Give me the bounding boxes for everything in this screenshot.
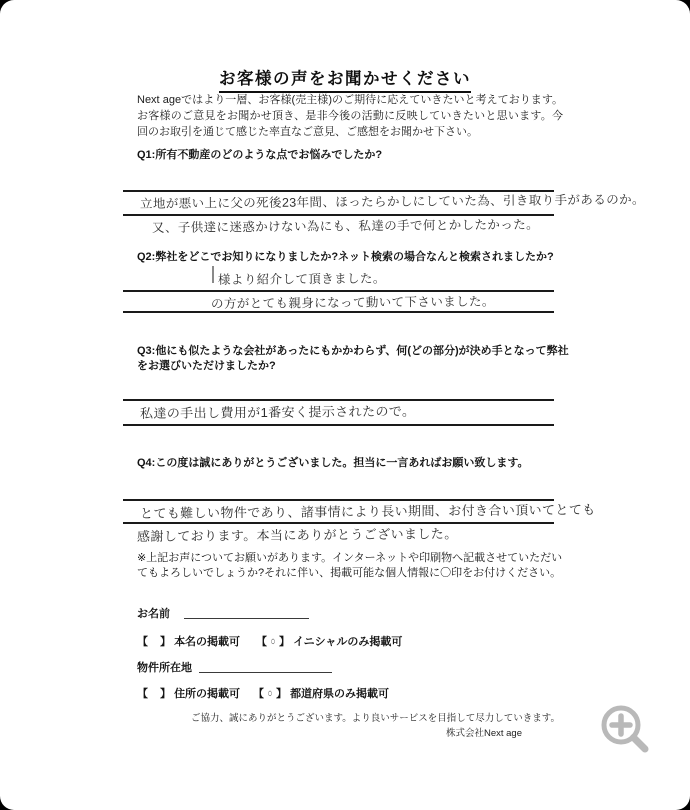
answer-rule <box>123 311 554 313</box>
question-1-answer-line-2: 又、子供達に迷惑かけない為にも、私達の手で何とかしたかった。 <box>151 217 540 235</box>
question-1-answer-line-1: 立地が悪い上に父の死後23年間、ほったらかしにしていた為、引き取り手があるのか。 <box>139 192 645 211</box>
bracket-open: 【 <box>137 688 148 700</box>
property-location-label: 物件所在地 <box>137 662 192 674</box>
bracket-close: 】 <box>160 688 171 700</box>
answer-rule <box>123 424 554 426</box>
question-2-answer-line-2: の方がとても親身になって動いて下さいました。 <box>210 294 495 311</box>
consent-option-label: 都道府県のみ掲載可 <box>290 688 390 700</box>
magnifier-handle <box>634 738 646 750</box>
zoom-in-icon[interactable] <box>595 699 659 763</box>
name-field-line <box>184 618 309 619</box>
consent-real-name-option <box>137 633 240 649</box>
question-2-label: Q2:弊社をどこでお知りになりましたか?ネット検索の場合なんと検索されましたか? <box>137 251 554 263</box>
consent-mark-empty <box>150 697 157 698</box>
consent-option-label: イニシャルのみ掲載可 <box>293 636 403 648</box>
redacted-name-mark <box>212 266 214 283</box>
name-field-label: お名前 <box>137 608 170 620</box>
bracket-open: 【 <box>256 636 267 648</box>
consent-address-option <box>137 685 240 701</box>
question-2-answer-line-1: 様より紹介して頂きました。 <box>217 271 386 287</box>
bracket-close: 】 <box>160 636 171 648</box>
consent-prefecture-option <box>253 685 389 701</box>
question-4-label: Q4:この度は誠にありがとうございました。担当に一言あればお願い致します。 <box>137 457 529 469</box>
question-1-label: Q1:所有不動産のどのような点でお悩みでしたか? <box>137 149 383 161</box>
company-name: 株式会社Next age <box>445 728 522 739</box>
consent-mark-empty <box>150 645 157 646</box>
bracket-open: 【 <box>253 688 264 700</box>
publish-permission-note: ※上記お声についてお願いがあります。インターネットや印刷物へ記載させていただいてもよろしいでしょうか?それに伴い、掲載可能な個人情報に〇印をお付けください。 <box>137 552 563 579</box>
question-4-answer-line-1: とても難しい物件であり、諸事情により長い期間、お付き合い頂いてとても <box>139 502 596 521</box>
question-3-label: Q3:他にも似たような会社があったにもかかわらず、何(どの部分)が決め手となって弊社をお選びいただけましたか? <box>137 345 569 372</box>
bracket-close: 】 <box>276 688 287 700</box>
consent-option-label: 住所の掲載可 <box>174 688 241 700</box>
page-title: お客様の声をお聞かせください <box>219 65 471 93</box>
bracket-open: 【 <box>137 636 148 648</box>
question-4-answer-line-2: 感謝しております。本当にありがとうございました。 <box>136 526 458 544</box>
bracket-close: 】 <box>279 636 290 648</box>
footer-thanks-text: ご協力、誠にありがとうございます。より良いサービスを目指して尽力していきます。 <box>191 713 560 724</box>
consent-option-label: 本名の掲載可 <box>174 636 241 648</box>
property-location-line <box>199 672 332 673</box>
consent-circle-mark: ○ <box>270 633 276 649</box>
intro-paragraph: Next ageではより一層、お客様(売主様)のご期待に応えていきたいと考えております。お客様のご意見をお聞かせ頂き、是非今後の活動に反映していきたいと思います。今回のお取引を通じて感じた率直なご意見、ご感想をお聞かせ下さい。 <box>137 94 563 138</box>
question-3-answer-line-1: 私達の手出し費用が1番安く提示されたので。 <box>139 403 416 421</box>
consent-circle-mark: ○ <box>267 685 273 701</box>
consent-initials-option <box>256 633 402 649</box>
